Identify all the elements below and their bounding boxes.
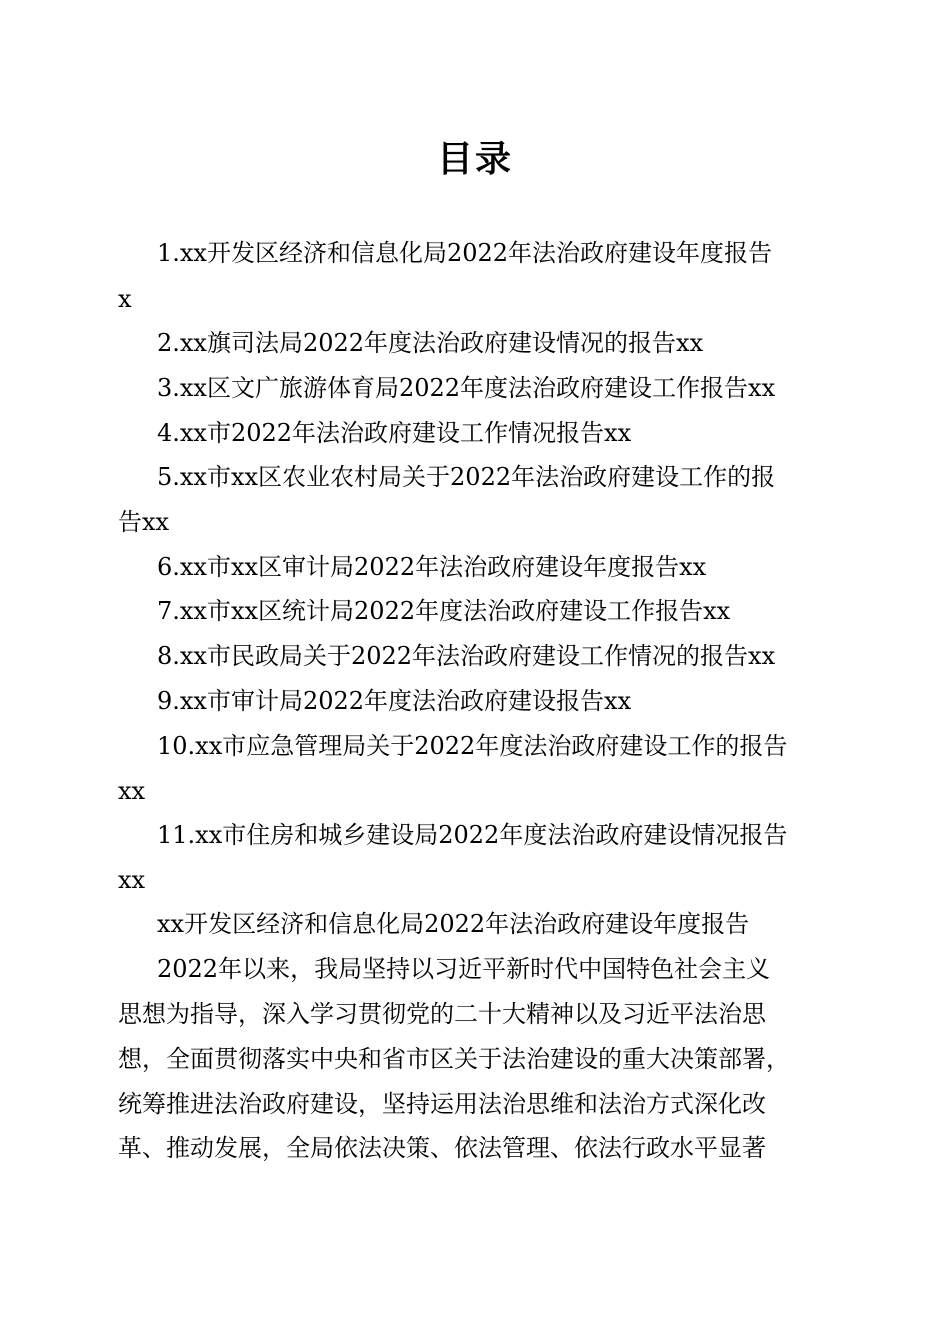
page-title: 目录 [436,138,513,180]
body-paragraph-line-1: 2022年以来，我局坚持以习近平新时代中国特色社会主义 [157,955,771,983]
toc-item-7: 7.xx市xx区统计局2022年度法治政府建设工作报告xx [157,597,731,625]
body-paragraph-line-4: 统筹推进法治政府建设，坚持运用法治思维和法治方式深化改 [118,1090,766,1118]
toc-item-5: 5.xx市xx区农业农村局关于2022年法治政府建设工作的报 [157,463,776,491]
toc-item-11-continued: xx [118,866,146,894]
toc-item-6: 6.xx市xx区审计局2022年法治政府建设年度报告xx [157,553,707,581]
toc-item-1: 1.xx开发区经济和信息化局2022年法治政府建设年度报告 [157,239,773,267]
report-heading: xx开发区经济和信息化局2022年法治政府建设年度报告 [157,910,750,938]
body-paragraph-line-5: 革、推动发展，全局依法决策、依法管理、依法行政水平显著 [118,1134,766,1162]
toc-item-5-continued: 告xx [118,508,170,536]
toc-item-8: 8.xx市民政局关于2022年法治政府建设工作情况的报告xx [157,642,776,670]
body-paragraph-line-3: 想，全面贯彻落实中央和省市区关于法治建设的重大决策部署， [118,1045,790,1073]
body-paragraph-line-2: 思想为指导，深入学习贯彻党的二十大精神以及习近平法治思 [118,1000,766,1028]
toc-item-9: 9.xx市审计局2022年度法治政府建设报告xx [157,687,632,715]
toc-item-11: 11.xx市住房和城乡建设局2022年度法治政府建设情况报告 [157,821,788,849]
toc-item-10: 10.xx市应急管理局关于2022年度法治政府建设工作的报告 [157,732,788,760]
toc-item-10-continued: xx [118,777,146,805]
toc-item-4: 4.xx市2022年法治政府建设工作情况报告xx [157,419,632,447]
toc-item-2: 2.xx旗司法局2022年度法治政府建设情况的报告xx [157,329,704,357]
toc-item-3: 3.xx区文广旅游体育局2022年度法治政府建设工作报告xx [157,374,776,402]
toc-item-1-continued: x [118,285,132,313]
